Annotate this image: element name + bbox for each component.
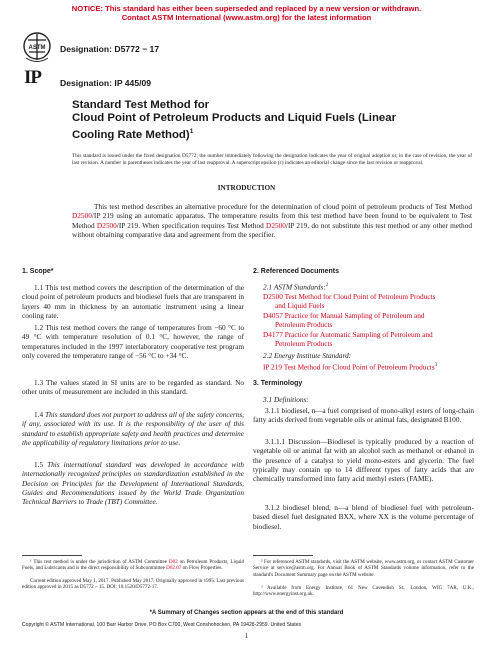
scope-heading: 1. Scope*: [22, 268, 54, 275]
summary-of-changes-note: *A Summary of Changes section appears at the end of this standard: [149, 610, 344, 616]
title-line-1: Standard Test Method for: [72, 99, 210, 111]
page-number: 1: [244, 632, 249, 640]
notice-line-1: NOTICE: This standard has either been superseded and replaced by a new version or withdrawn.: [71, 4, 422, 13]
ref-item-d2500[interactable]: D2500 Test Method for Cloud Point of Petroleum Products and Liquid Fuels: [263, 292, 436, 310]
definitions-heading: 3.1 Definitions:: [263, 395, 309, 404]
link-d2500[interactable]: D2500: [266, 220, 286, 230]
footnote-3: ³ Available from Energy Institute, 61 New Cavendish St., London, WIG 7AR, U.K., http://www.energyinst.org.uk.: [253, 585, 474, 598]
footnote-1-edition: Current edition approved May 1, 2017. Published May 2017. Originally approved in 1995. Last previous edition approved in 2015 as D5772 – 15. DOI: 10.1520/D5772-17.: [22, 578, 244, 591]
definition-biodiesel-discussion: 3.1.1.1 Discussion—Biodiesel is typically produced by a reaction of vegetable oil or animal fat with an alcohol such as methanol or ethanol in the presence of a catalyst to yield mono-esters and glycerin. The fuel typically may contain up to 14 different types of fatty acids that are chemically transformed into fatty acid methyl esters (FAME).: [253, 437, 474, 484]
footnote-divider: [253, 555, 313, 556]
astm-standards-heading: 2.1 ASTM Standards:$^2$: [263, 282, 329, 292]
energy-institute-heading: 2.2 Energy Institute Standard:: [263, 351, 352, 360]
introduction-heading: INTRODUCTION: [217, 184, 276, 192]
scope-1-4: 1.4 This standard does not purport to address all of the safety concerns, if any, associated with its use. It is the responsibility of the user of this standard to establish appropriate safety and health practices and determine the applicability of regulatory limitations prior to use.: [22, 410, 245, 447]
footnote-2: ² For referenced ASTM standards, visit the ASTM website, www.astm.org, or contact ASTM Customer Service at service@astm.org. For Annual Book of ASTM Standards volume information, refer to the standard's Document Summary page on the ASTM website.: [253, 559, 474, 578]
footnote-divider: [22, 555, 82, 556]
scope-1-2: 1.2 This test method covers the range of temperatures from −60 °C to 49 °C with temperature resolution of 0.1 °C, however, the range of temperatures included in the 1997 interlaboratory cooperative test program only covered the temperature range of −56 °C to +34 °C.: [22, 323, 244, 360]
title-footnote-mark: 1: [189, 128, 194, 135]
footnote-1: ¹ This test method is under the jurisdiction of ASTM Committee D02 on Petroleum Products, Liquid Fuels, and Lubricants and is the direct responsibility of Subcommittee D02.07 on Flow Properties.: [22, 559, 244, 572]
link-d02[interactable]: D02: [168, 559, 178, 565]
ref-item-d4177[interactable]: D4177 Practice for Automatic Sampling of Petroleum and Petroleum Products: [263, 330, 433, 348]
ip-designation: Designation: IP 445/09: [60, 78, 152, 88]
document-title: [72, 99, 472, 142]
ip-logo-text: IP: [24, 67, 41, 88]
link-d2500[interactable]: D2500: [72, 211, 92, 221]
standard-issuance-note: This standard is issued under the fixed designation D5772; the number immediately following the designation indicates the year of original adoption or, in the case of revision, the year of last revision. A number in parentheses indicates the year of last reapproval. A superscript epsilon (ε) indicates an editorial change since the last revision or reapproval.: [72, 153, 472, 166]
copyright-line: Copyright © ASTM International, 100 Barr Harbor Drive, PO Box C700, West Conshohocken, PA 19428-2959. United States: [22, 622, 302, 628]
definition-biodiesel-blend: 3.1.2 biodiesel blend, n—a blend of biodiesel fuel with petroleum-based diesel fuel designated BXX, where XX is the volume percentage of biodiesel.: [253, 503, 474, 531]
link-d2500[interactable]: D2500: [96, 220, 117, 230]
scope-1-5: 1.5 This international standard was developed in accordance with internationally recognized principles on standardization established in the Decision on Principles for the Development of International Standards, Guides and Recommendations issued by the World Trade Organization Technical Barriers to Trade (TBT) Committee.: [22, 460, 244, 507]
referenced-documents-heading: 2. Referenced Documents: [253, 268, 339, 275]
link-d02-07[interactable]: D02.07: [166, 565, 182, 572]
scope-1-3: 1.3 The values stated in SI units are to be regarded as standard. No other units of measurement are included in this standard.: [22, 378, 244, 397]
astm-logo-icon: [22, 30, 52, 71]
ref-code: D2500: [263, 292, 283, 301]
svg-text:ASTM: ASTM: [28, 45, 46, 51]
ref-code: D4177: [263, 330, 283, 339]
ref-code: D4057: [263, 311, 283, 320]
terminology-heading: 3. Terminology: [253, 380, 303, 387]
title-line-2: Cloud Point of Petroleum Products and Liquid Fuels (Linear: [72, 112, 397, 124]
introduction-text: This test method describes an alternative procedure for the determination of cloud point of petroleum products of Test Method D2500/IP 219 using an automatic apparatus. The temperature results from this test method have been found to be equivalent to Test Method D2500/IP 219. When specification requires Test Method D2500/IP 219, do not substitute this test method or any other method without obtaining comparative data and agreement from the specifier.: [72, 202, 472, 239]
astm-designation: Designation: D5772 − 17: [60, 44, 160, 54]
scope-1-1: 1.1 This test method covers the description of the determination of the cloud point of petroleum products and biodiesel fuels that are transparent in layers 40 mm in thickness by an automatic instrument using a linear cooling rate.: [22, 283, 244, 320]
supersede-notice: [0, 4, 493, 22]
ip-logo-icon: [24, 68, 50, 88]
title-line-3: Cooling Rate Method): [72, 128, 190, 141]
ref-item-d4057[interactable]: D4057 Practice for Manual Sampling of Petroleum and Petroleum Products: [263, 311, 425, 329]
notice-line-2: Contact ASTM International (www.astm.org) for the latest information: [121, 13, 372, 22]
ref-item-ip219[interactable]: IP 219 Test Method for Cloud Point of Petroleum Products$^3$: [263, 362, 438, 372]
definition-biodiesel: 3.1.1 biodiesel, n—a fuel comprised of mono-alkyl esters of long-chain fatty acids derived from vegetable oils or animal fats, designated B100.: [253, 406, 474, 425]
